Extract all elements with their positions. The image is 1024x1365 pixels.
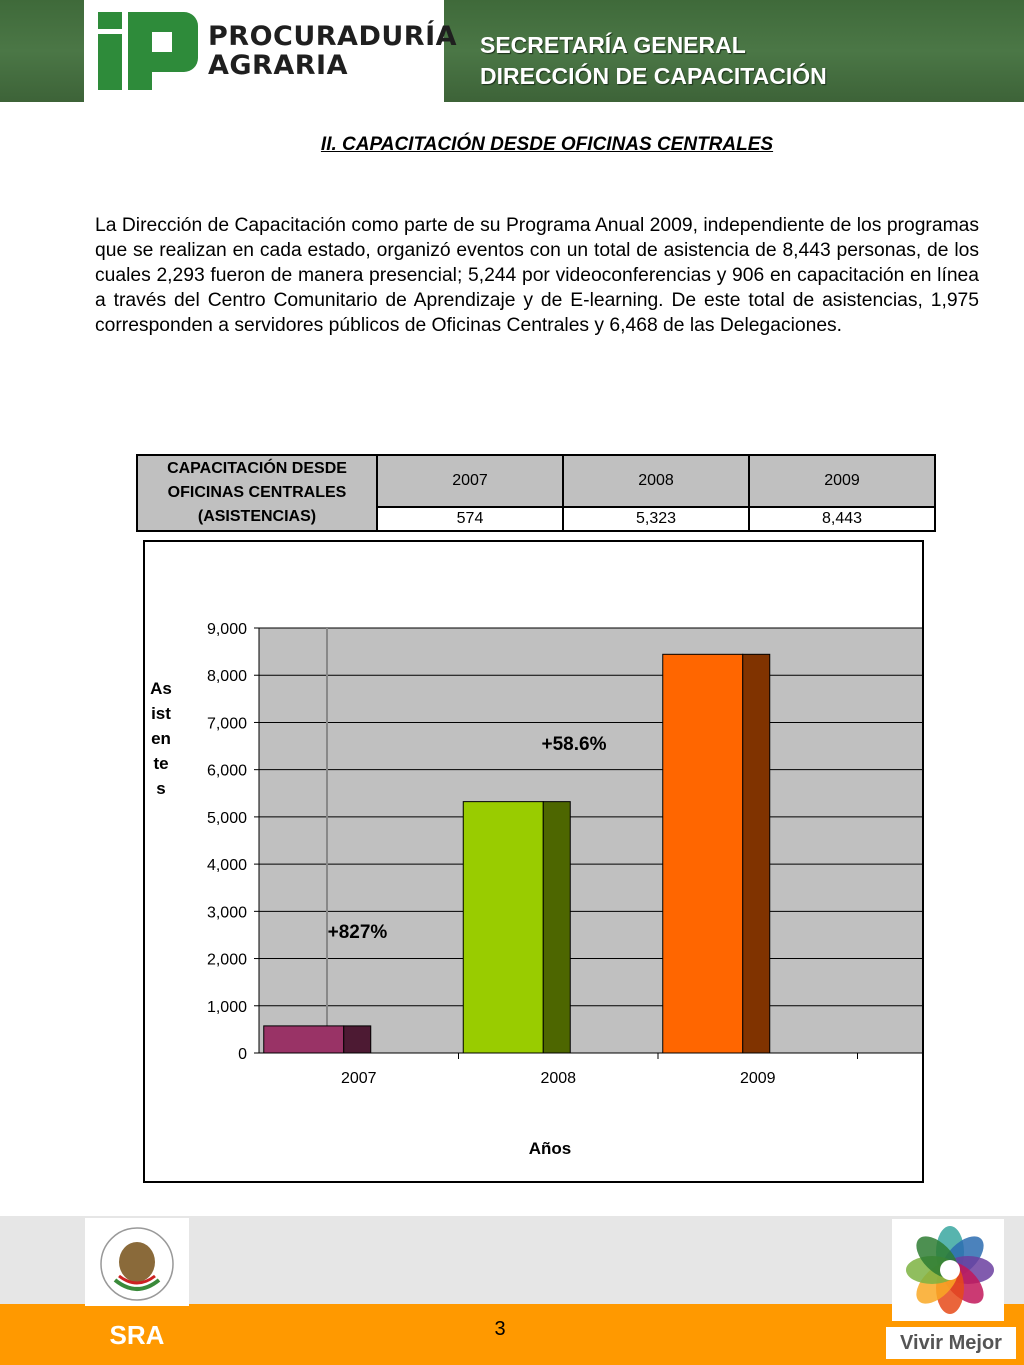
page-header <box>0 0 1024 102</box>
page-number: 3 <box>494 1318 506 1340</box>
attendance-table <box>136 454 936 532</box>
table-year-2007: 2007 <box>377 455 563 507</box>
mexico-seal <box>85 1218 189 1306</box>
logo-text <box>208 22 457 80</box>
y-tick-label: 7,000 <box>206 715 247 733</box>
bar-side-2009 <box>743 654 770 1053</box>
y-tick-label: 5,000 <box>206 809 247 827</box>
y-tick-label: 3,000 <box>206 904 247 922</box>
annotation-1: +827% <box>327 922 388 944</box>
vivir-mejor-flower-icon <box>886 1216 1016 1328</box>
bar-2008 <box>463 802 543 1053</box>
y-tick-label: 0 <box>238 1046 247 1063</box>
chart-svg <box>145 542 922 1181</box>
table-year-2009: 2009 <box>749 455 935 507</box>
table-value-2007: 574 <box>377 507 563 531</box>
table-year-2008: 2008 <box>563 455 749 507</box>
y-tick-label: 8,000 <box>206 668 247 686</box>
y-tick-label: 9,000 <box>206 621 247 638</box>
y-tick-label: 6,000 <box>206 762 247 780</box>
plot-area <box>259 628 922 1053</box>
mexico-seal-icon <box>85 1218 189 1306</box>
x-tick-label-2008: 2008 <box>540 1070 577 1087</box>
bar-2009 <box>663 654 743 1053</box>
bar-side-2008 <box>543 802 570 1053</box>
header-title-line-2: DIRECCIÓN DE CAPACITACIÓN <box>480 63 827 89</box>
chart-y-axis-label: Asistentes <box>150 679 172 798</box>
logo-line-1: PROCURADURÍA <box>208 21 458 52</box>
procuraduria-logo <box>84 0 458 102</box>
chart-x-axis-label: Años <box>528 1139 572 1158</box>
table-value-2009: 8,443 <box>749 507 935 531</box>
table-header-label: CAPACITACIÓN DESDE OFICINAS CENTRALES (ASISTENCIAS) <box>137 455 377 531</box>
y-tick-label: 4,000 <box>206 857 247 875</box>
section-title: II. CAPACITACIÓN DESDE OFICINAS CENTRALES <box>320 134 774 155</box>
vivir-mejor-label: Vivir Mejor <box>886 1327 1016 1359</box>
x-tick-label-2007: 2007 <box>340 1070 377 1087</box>
annotation-2: +58.6% <box>541 734 607 756</box>
procuraduria-logo-icon <box>96 10 200 92</box>
header-title <box>480 30 827 92</box>
y-tick-label: 1,000 <box>206 998 247 1016</box>
bar-2007 <box>264 1026 344 1053</box>
x-tick-label-2009: 2009 <box>739 1070 776 1087</box>
table-value-2008: 5,323 <box>563 507 749 531</box>
sra-label: SRA <box>85 1306 189 1365</box>
attendance-chart <box>143 540 924 1183</box>
y-tick-label: 2,000 <box>206 951 247 969</box>
bar-side-2007 <box>344 1026 371 1053</box>
header-title-line-1: SECRETARÍA GENERAL <box>480 32 746 58</box>
body-paragraph: La Dirección de Capacitación como parte de su Programa Anual 2009, independiente de los programas que se realizan en cada estado, organizó eventos con un total de asistencia de 8,443 personas, de los cuales 2,293 fueron de manera presencial; 5,244 por videoconferencias y 906 en capacitación en línea a través del Centro Comunitario de Aprendizaje y de E-learning. De este total de asistencias, 1,975 corresponden a servidores públicos de Oficinas Centrales y 6,468 de las Delegaciones. <box>95 215 979 336</box>
logo-line-2: AGRARIA <box>208 50 348 81</box>
